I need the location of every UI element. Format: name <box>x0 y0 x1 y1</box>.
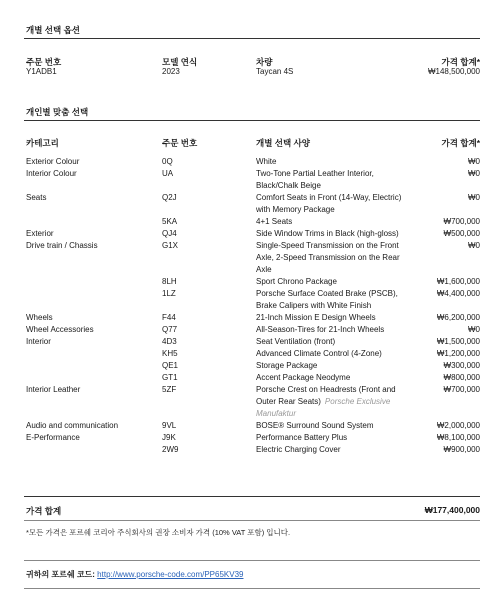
row-option-text: with Memory Package <box>256 205 335 214</box>
row-option-text: Comfort Seats in Front (14-Way, Electric) <box>256 193 402 202</box>
row-price: ₩300,000 <box>443 361 480 370</box>
row-price: ₩0 <box>468 193 480 202</box>
row-price: ₩800,000 <box>443 373 480 382</box>
row-code: 4D3 <box>162 337 177 346</box>
row-option-text: Porsche Surface Coated Brake (PSCB), <box>256 289 398 298</box>
row-option-text: Side Window Trims in Black (high-gloss) <box>256 229 399 238</box>
row-category: Interior <box>26 337 51 346</box>
row-option-line <box>256 324 384 336</box>
row-price: ₩2,000,000 <box>436 421 480 430</box>
row-option-text: Porsche Crest on Headrests (Front and <box>256 385 396 394</box>
row-option-line <box>256 228 399 240</box>
row-option-line <box>256 312 376 324</box>
row-option-line <box>256 408 296 420</box>
row-code: 2W9 <box>162 445 179 454</box>
row-category: E-Performance <box>26 433 80 442</box>
row-option-text: Sport Chrono Package <box>256 277 337 286</box>
row-option-line <box>256 300 371 312</box>
row-price: ₩1,600,000 <box>436 277 480 286</box>
row-option-text: Electric Charging Cover <box>256 445 341 454</box>
option-price-header: 가격 합계* <box>441 138 480 148</box>
row-option-line <box>256 168 374 180</box>
row-option-text: Axle, 2-Speed Transmission on the Rear <box>256 253 400 262</box>
row-option-text: Single-Speed Transmission on the Front <box>256 241 399 250</box>
order-section-title: 개별 선택 옵션 <box>26 25 80 35</box>
model-year-header: 모델 연식 <box>162 57 198 67</box>
row-code: UA <box>162 169 174 178</box>
row-code: GT1 <box>162 373 178 382</box>
row-option-line <box>256 384 396 396</box>
divider <box>24 560 480 561</box>
row-option-line <box>256 444 340 456</box>
base-price-value: ₩148,500,000 <box>427 67 480 76</box>
row-code: G1X <box>162 241 179 250</box>
row-price: ₩0 <box>468 157 480 166</box>
row-option-line <box>256 252 400 264</box>
row-category: Interior Colour <box>26 169 77 178</box>
model-year-value: 2023 <box>162 67 180 76</box>
footnote: *모든 가격은 포르쉐 코리아 주식회사의 권장 소비자 가격 (10% VAT 포함) 입니다. <box>26 528 291 537</box>
row-code: Q77 <box>162 325 178 334</box>
row-category: Audio and communication <box>26 421 119 430</box>
row-option-line <box>256 396 390 408</box>
row-option-text: Seat Ventilation (front) <box>256 337 336 346</box>
row-option-line <box>256 204 335 216</box>
row-option-line <box>256 192 401 204</box>
row-price: ₩700,000 <box>443 217 480 226</box>
divider <box>24 120 480 121</box>
row-price: ₩500,000 <box>443 229 480 238</box>
category-header: 카테고리 <box>26 138 59 148</box>
row-option-text: BOSE® Surround Sound System <box>256 421 374 430</box>
porsche-code-line <box>26 569 243 581</box>
row-option-line <box>256 420 374 432</box>
row-option-line <box>256 264 272 276</box>
divider <box>24 38 480 39</box>
code-header: 주문 번호 <box>162 138 198 148</box>
row-option-line <box>256 372 350 384</box>
row-code: 5KA <box>162 217 178 226</box>
row-price: ₩700,000 <box>443 385 480 394</box>
row-price: ₩1,200,000 <box>436 349 480 358</box>
model-header: 차량 <box>256 57 273 67</box>
row-code: 0Q <box>162 157 173 166</box>
row-option-text: Axle <box>256 265 272 274</box>
row-option-line <box>256 360 317 372</box>
row-price: ₩0 <box>468 169 480 178</box>
row-option-line <box>256 180 321 192</box>
row-option-text: Brake Calipers with White Finish <box>256 301 372 310</box>
row-option-line <box>256 240 399 252</box>
divider <box>24 496 480 497</box>
row-category: Interior Leather <box>26 385 81 394</box>
row-category: Drive train / Chassis <box>26 241 98 250</box>
row-price: ₩900,000 <box>443 445 480 454</box>
row-option-line <box>256 432 347 444</box>
order-number-header: 주문 번호 <box>26 57 62 67</box>
row-code: 1LZ <box>162 289 176 298</box>
row-price: ₩0 <box>468 325 480 334</box>
row-option-line <box>256 216 292 228</box>
porsche-code-label: 귀하의 포르쉐 코드: <box>26 570 95 579</box>
row-option-text: Advanced Climate Control (4-Zone) <box>256 349 382 358</box>
row-option-line <box>256 276 337 288</box>
row-price: ₩1,500,000 <box>436 337 480 346</box>
total-label: 가격 합계 <box>26 506 62 516</box>
row-code: Q2J <box>162 193 177 202</box>
row-option-text: Manufaktur <box>256 409 297 418</box>
row-category: Exterior <box>26 229 54 238</box>
porsche-code-link[interactable]: http://www.porsche-code.com/PP65KV39 <box>97 570 244 579</box>
row-option-text: All-Season-Tires for 21-Inch Wheels <box>256 325 385 334</box>
row-code: 8LH <box>162 277 177 286</box>
row-option-line <box>256 336 335 348</box>
row-option-text: White <box>256 157 277 166</box>
row-option-text: 21-Inch Mission E Design Wheels <box>256 313 376 322</box>
row-code: 5ZF <box>162 385 177 394</box>
row-price: ₩6,200,000 <box>436 313 480 322</box>
row-code: J9K <box>162 433 176 442</box>
row-option-text: Black/Chalk Beige <box>256 181 321 190</box>
row-option-note: Porsche Exclusive <box>324 397 391 406</box>
row-code: 9VL <box>162 421 177 430</box>
row-code: F44 <box>162 313 176 322</box>
order-number-value: Y1ADB1 <box>26 67 57 76</box>
row-price: ₩4,400,000 <box>436 289 480 298</box>
row-category: Wheel Accessories <box>26 325 94 334</box>
divider <box>24 588 480 589</box>
row-option-line <box>256 288 398 300</box>
option-header: 개별 선택 사양 <box>256 138 310 148</box>
row-category: Wheels <box>26 313 53 322</box>
divider <box>24 520 480 521</box>
row-option-text: Performance Battery Plus <box>256 433 348 442</box>
row-code: QJ4 <box>162 229 177 238</box>
model-value: Taycan 4S <box>256 67 294 76</box>
row-option-text: 4+1 Seats <box>256 217 293 226</box>
row-price: ₩8,100,000 <box>436 433 480 442</box>
row-option-text: Storage Package <box>256 361 318 370</box>
price-total-header: 가격 합계* <box>441 57 480 67</box>
row-category: Exterior Colour <box>26 157 80 166</box>
row-code: KH5 <box>162 349 178 358</box>
row-option-line <box>256 348 382 360</box>
row-option-text: Outer Rear Seats) <box>256 397 321 406</box>
total-value: ₩177,400,000 <box>424 505 480 515</box>
row-category: Seats <box>26 193 47 202</box>
row-option-text: Accent Package Neodyme <box>256 373 351 382</box>
row-option-text: Two-Tone Partial Leather Interior, <box>256 169 374 178</box>
row-option-line <box>256 156 276 168</box>
row-price: ₩0 <box>468 241 480 250</box>
options-section-title: 개인별 맞춤 선택 <box>26 107 89 117</box>
row-code: QE1 <box>162 361 179 370</box>
